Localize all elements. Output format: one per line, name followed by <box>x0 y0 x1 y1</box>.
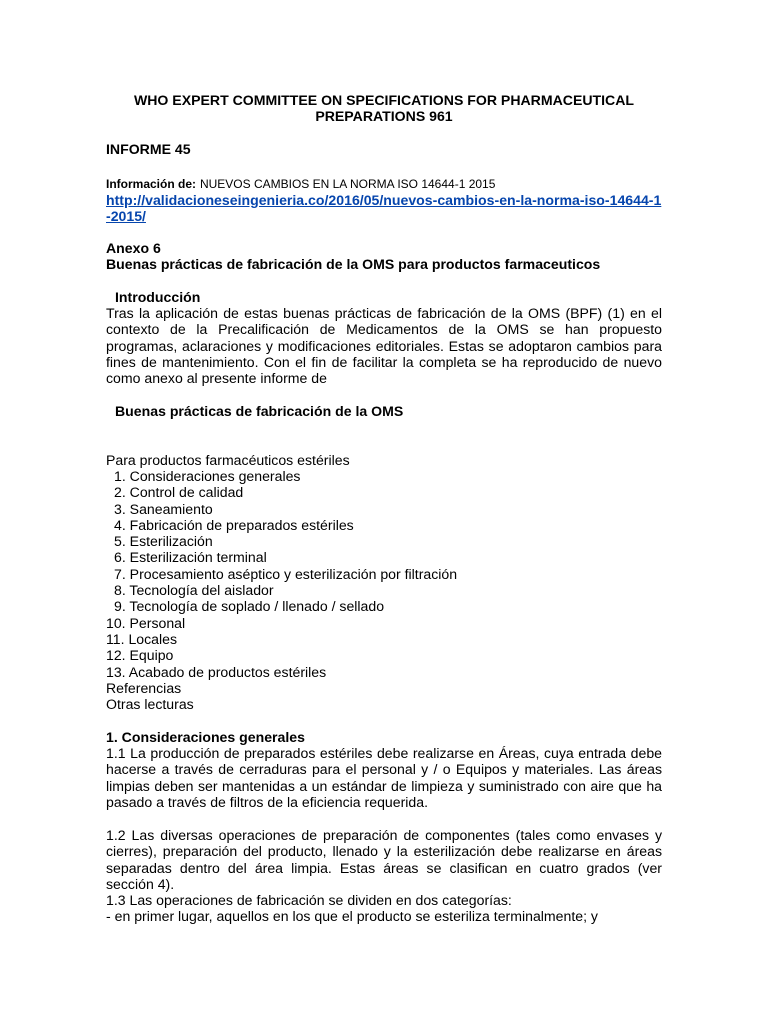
section1-paragraph-3: 1.3 Las operaciones de fabricación se dividen en dos categorías: <box>106 892 512 908</box>
info-line <box>106 175 662 192</box>
toc-item: 9. Tecnología de soplado / llenado / sellado <box>114 598 385 615</box>
toc-item: 7. Procesamiento aséptico y esterilización por filtración <box>114 565 458 582</box>
section1-heading: 1. Consideraciones generales <box>106 729 305 745</box>
info-link-block <box>106 192 662 225</box>
toc-item: 8. Tecnología del aislador <box>114 582 274 599</box>
toc-item: 10. Personal <box>106 614 186 631</box>
toc-item: 11. Locales <box>106 630 178 647</box>
annex-title: Buenas prácticas de fabricación de la OMS para productos farmaceuticos <box>106 256 601 272</box>
toc-item: Otras lecturas <box>106 696 194 713</box>
toc-item: 1. Consideraciones generales <box>114 468 301 484</box>
info-label: Información de: <box>106 177 197 191</box>
intro-heading: Introducción <box>115 289 201 305</box>
toc-item: 6. Esterilización terminal <box>114 549 267 566</box>
table-of-contents <box>106 468 662 712</box>
toc-item: Referencias <box>106 679 182 696</box>
toc-item: 2. Control de calidad <box>114 484 244 501</box>
section1-paragraph-1: 1.1 La producción de preparados estériles debe realizarse en Áreas, cuya entrada debe hacerse a través de cerraduras para el personal y / o Equipos y materiales. Las áreas limpias deben ser mantenidas a un estándar de limpieza y suministrado con aire que ha pasado a través de filtros de la eficiencia requerida. <box>106 745 662 810</box>
toc-item: 13. Acabado de productos estériles <box>106 663 327 680</box>
toc-item: 12. Equipo <box>106 647 174 664</box>
toc-item: 5. Esterilización <box>114 533 213 550</box>
annex-number: Anexo 6 <box>106 240 161 256</box>
toc-item: 3. Saneamiento <box>114 500 213 517</box>
gmp-heading: Buenas prácticas de fabricación de la OMS <box>115 403 404 419</box>
section1-paragraph-4: - en primer lugar, aquellos en los que el producto se esteriliza terminalmente; y <box>106 908 598 924</box>
info-link[interactable]: http://validacioneseingenieria.co/2016/05/nuevos-cambios-en-la-norma-iso-14644-1-2015/ <box>106 192 662 225</box>
intro-paragraph: Tras la aplicación de estas buenas prácticas de fabricación de la OMS (BPF) (1) en el contexto de la Precalificación de Medicamentos de la OMS se han propuesto programas, aclaraciones y modificaciones editoriales. Estas se adoptaron cambios para fines de mantenimiento. Con el fin de facilitar la completa se ha reproducido de nuevo como anexo al presente informe de <box>106 305 662 387</box>
toc-intro: Para productos farmacéuticos estériles <box>106 452 350 468</box>
report-number: INFORME 45 <box>106 141 191 157</box>
info-text: NUEVOS CAMBIOS EN LA NORMA ISO 14644-1 2015 <box>199 177 496 191</box>
toc-item: 4. Fabricación de preparados estériles <box>114 516 354 533</box>
document-title: WHO EXPERT COMMITTEE ON SPECIFICATIONS FOR PHARMACEUTICAL PREPARATIONS 961 <box>133 92 635 125</box>
section1-paragraph-2: 1.2 Las diversas operaciones de preparación de componentes (tales como envases y cierres), preparación del producto, llenado y la esterilización debe realizarse en áreas separadas dentro del área limpia. Estas áreas se clasifican en cuatro grados (ver sección 4). <box>106 827 662 892</box>
